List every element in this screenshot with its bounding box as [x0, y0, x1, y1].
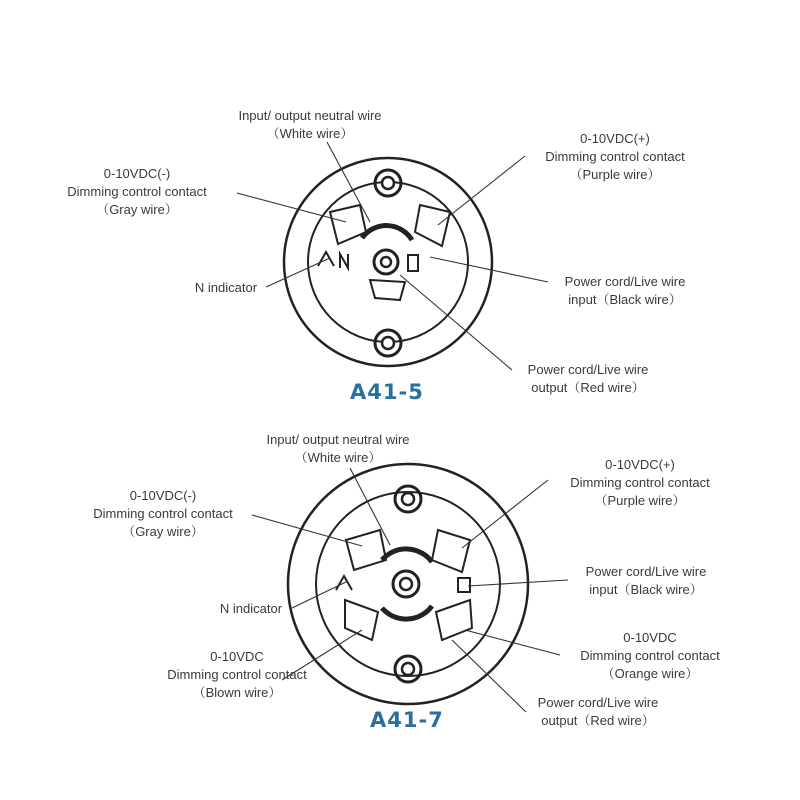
label-neutral-a41-5: Input/ output neutral wire （White wire） [238, 108, 382, 141]
mount-hole-top [395, 486, 421, 512]
label-orange-a41-7: 0-10VDC Dimming control contact （Orange wire） [580, 630, 720, 681]
center-hole-inner [381, 257, 391, 267]
leader-live-in [468, 580, 568, 586]
slot-top-right [432, 530, 470, 572]
label-n-indicator-a41-7: N indicator [219, 601, 283, 616]
slot-bottom-left [345, 600, 378, 640]
mount-hole-bottom [395, 656, 421, 682]
label-minus-a41-5: 0-10VDC(-) Dimming control contact （Gray wire） [67, 166, 207, 217]
slot-top-left [330, 205, 366, 244]
center-hole-inner [400, 578, 412, 590]
leader-live-out [400, 275, 512, 370]
slot-ground-arc [362, 226, 412, 240]
leader-neutral [327, 142, 370, 222]
n-letter [340, 254, 348, 268]
slot-bottom-right [436, 600, 472, 640]
label-live-out-a41-7: Power cord/Live wire output（Red wire） [537, 695, 659, 728]
label-blown-a41-7: 0-10VDC Dimming control contact （Blown wire） [167, 649, 307, 700]
title-a41-7: A41-7 [370, 708, 444, 732]
leader-live-out [452, 640, 526, 712]
n-indicator-mark [318, 252, 334, 266]
slot-bottom [370, 280, 405, 300]
leader-n [266, 258, 330, 287]
slot-ground-arc [382, 549, 432, 562]
label-live-in-a41-7: Power cord/Live wire input（Black wire） [585, 564, 707, 597]
label-neutral-a41-7: Input/ output neutral wire （White wire） [266, 432, 410, 465]
center-hole [393, 571, 419, 597]
mount-hole-bottom-inner [382, 337, 394, 349]
label-minus-a41-7: 0-10VDC(-) Dimming control contact （Gray wire） [93, 488, 233, 539]
leader-plus [462, 480, 548, 548]
label-n-indicator-a41-5: N indicator [194, 280, 258, 295]
slot-top-right [415, 205, 450, 246]
contact-right [408, 255, 418, 271]
label-live-in-a41-5: Power cord/Live wire input（Black wire） [564, 274, 686, 307]
inner-face [316, 492, 500, 676]
label-live-out-a41-5: Power cord/Live wire output（Red wire） [527, 362, 649, 395]
label-plus-a41-7: 0-10VDC(+) Dimming control contact （Purple wire） [570, 457, 710, 508]
contact-right [458, 578, 470, 592]
receptacle-a41-5 [284, 158, 492, 366]
slot-ground-arc-lower [382, 606, 432, 619]
mount-hole-bottom-inner [402, 663, 414, 675]
leader-live-in [430, 257, 548, 282]
mount-hole-top-inner [382, 177, 394, 189]
label-plus-a41-5: 0-10VDC(+) Dimming control contact （Purple wire） [545, 131, 685, 182]
center-hole [374, 250, 398, 274]
title-a41-5: A41-5 [350, 380, 424, 404]
mount-hole-top-inner [402, 493, 414, 505]
slot-top-left [346, 530, 386, 570]
